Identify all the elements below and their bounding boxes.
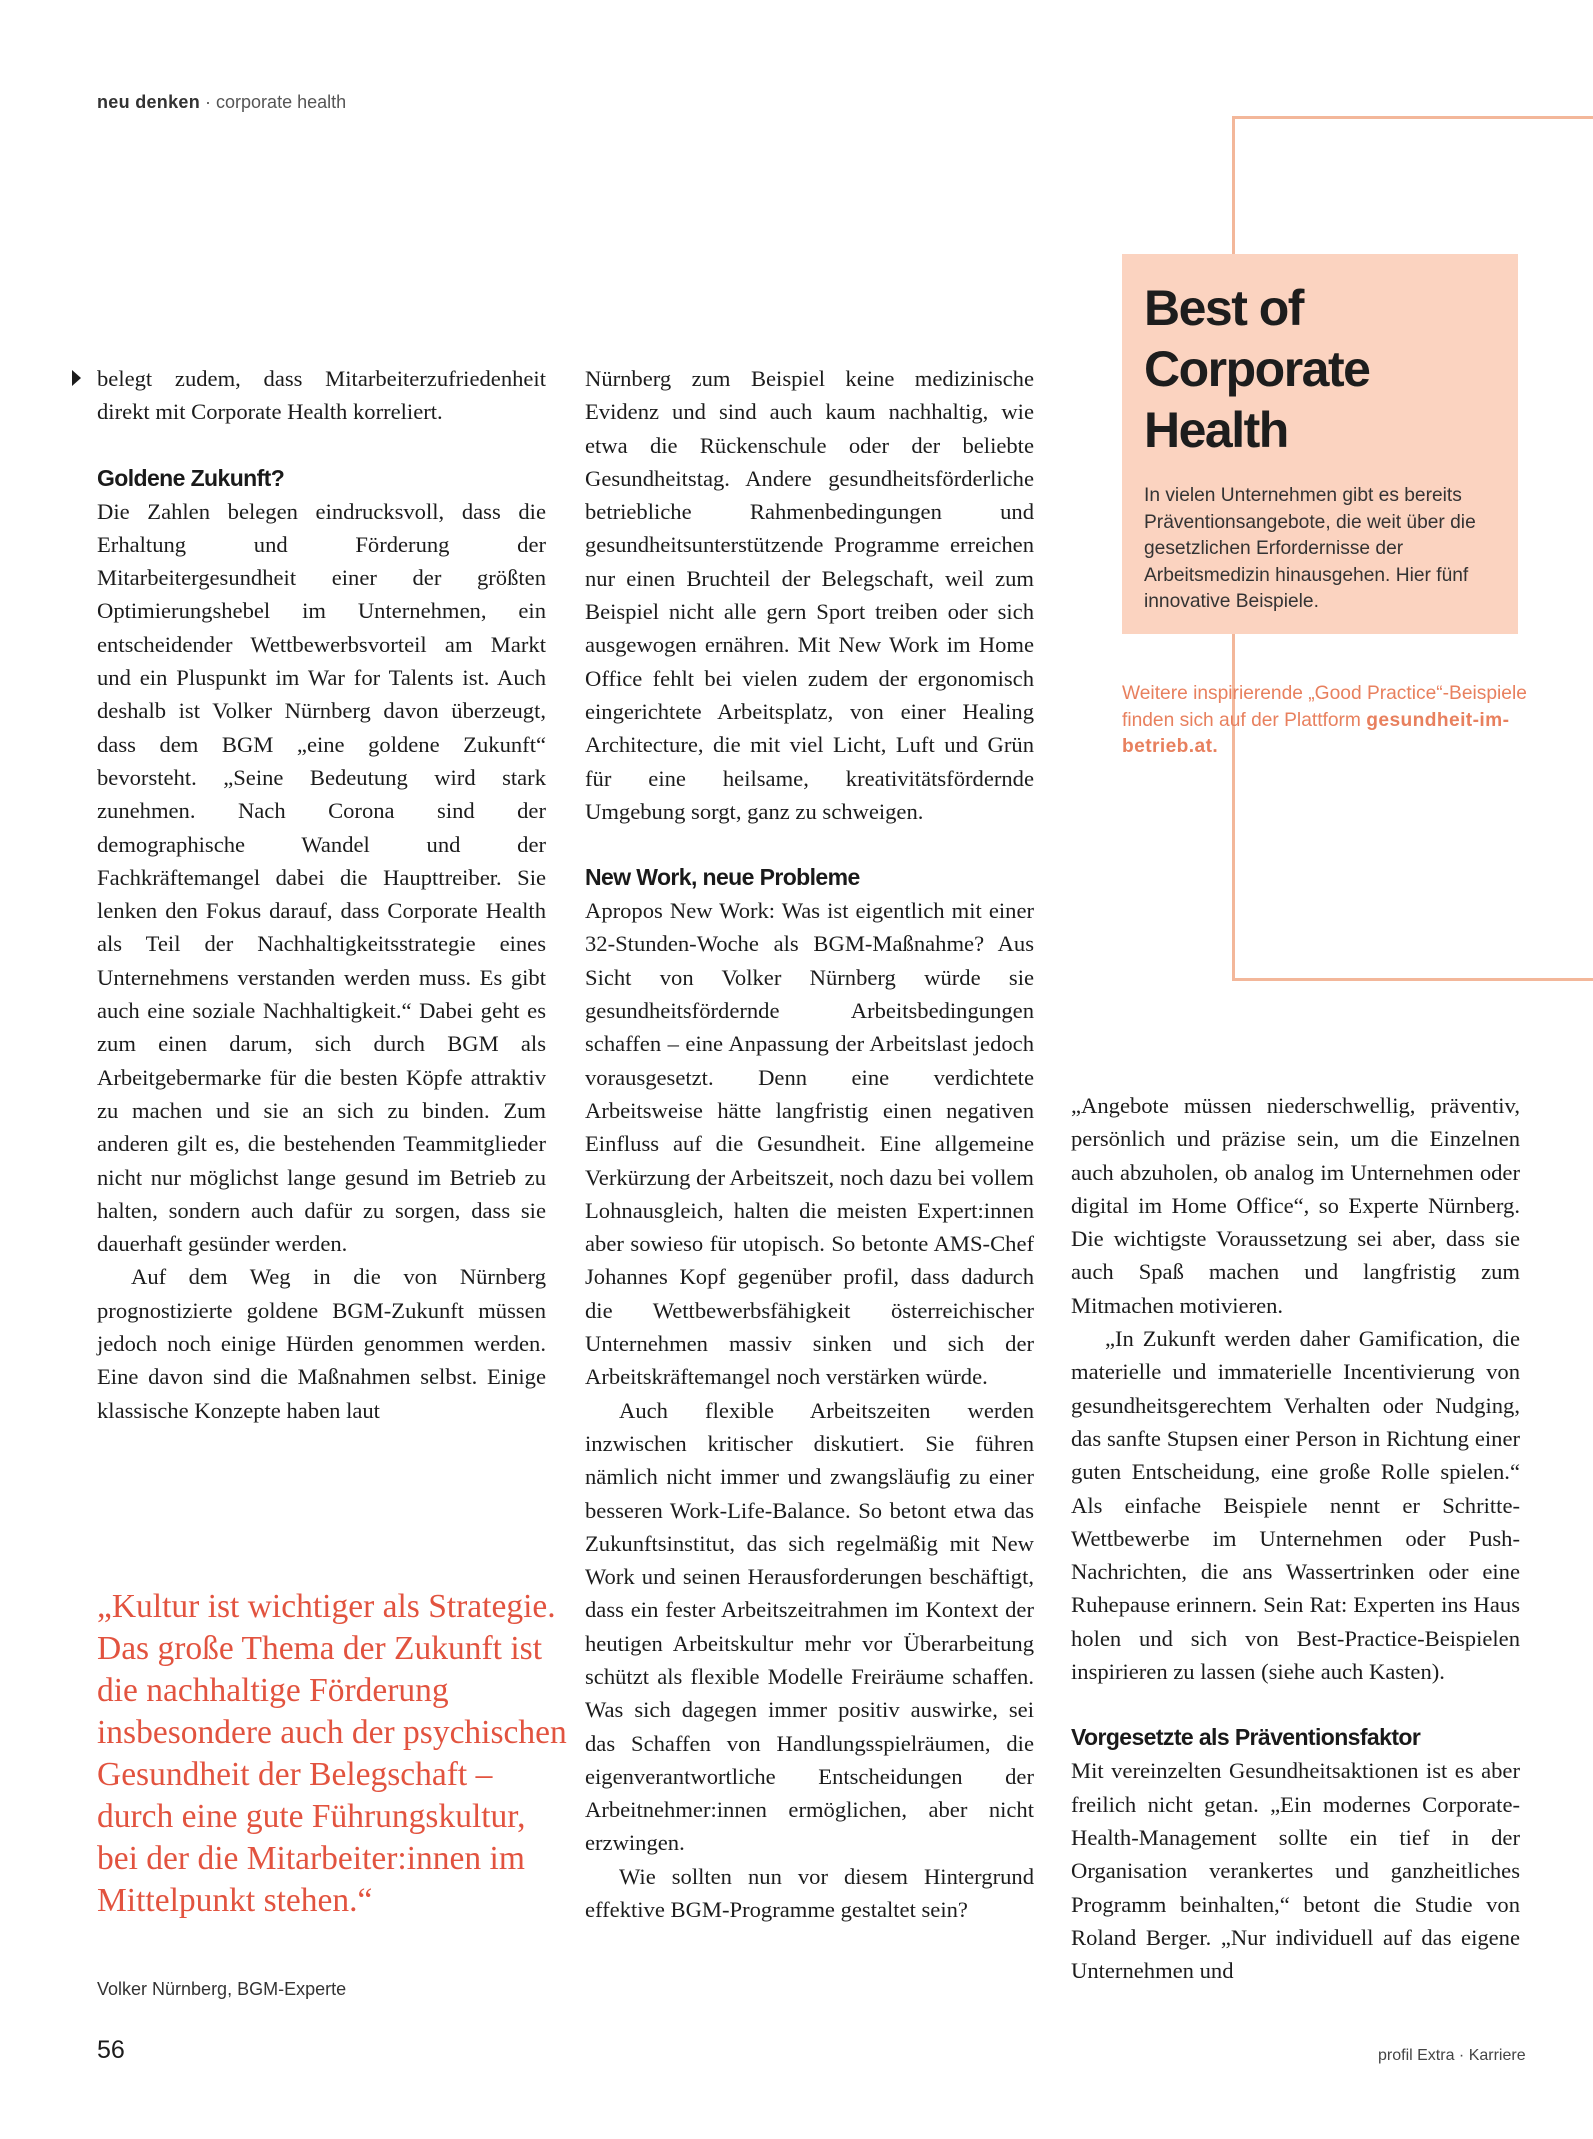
platform-link[interactable]: gesundheit-im-betrieb.at. (1122, 709, 1510, 757)
body-paragraph: Auch flexible Arbeitszeiten werden inzwischen kritischer diskutiert. Sie führen nämlich nicht immer und zwangsläufig zu einer besseren Work-Life-Balance. So betont etwa das Zukunftsinstitut, das sich regelmäßig mit New Work und seinen Herausforderungen beschäftigt, dass ein fester Arbeitszeitrahmen im Kontext der heutigen Arbeitskultur mehr vor Überarbeitung schützt als flexible Modelle Freiräume schaffen. Was sich dagegen immer positiv auswirke, sei das Schaffen von Handlungsspielräumen, die eigenverantwortliche Entscheidungen der Arbeitnehmer:innen ermöglichen, aber nicht erzwingen. (585, 1397, 1034, 1856)
article-column-2 (585, 362, 1034, 1926)
subheading-goldene-zukunft: Goldene Zukunft? (97, 464, 285, 491)
header-separator: · (200, 92, 217, 112)
info-box (1122, 254, 1518, 634)
article-column-3 (1071, 1089, 1520, 1987)
pull-quote: „Kultur ist wichtiger als Strategie. Das große Thema der Zukunft ist die nachhaltige Förderung insbesondere auch der psychischen Gesundheit der Belegschaft – durch eine gute Führungskultur, bei der die Mitarbeiter:innen im Mittelpunkt stehen.“ (97, 1588, 567, 1919)
body-paragraph: Apropos New Work: Was ist eigentlich mit einer 32-Stunden-Woche als BGM-Maßnahme? Aus Sicht von Volker Nürnberg würde sie gesundheitsfördernde Arbeitsbedingungen schaffen – eine Anpassung der Arbeitslast jedoch vorausgesetzt. Denn eine verdichtete Arbeitsweise hätte langfristig einen negativen Einfluss auf die Gesundheit. Eine allgemeine Verkürzung der Arbeitszeit, noch dazu bei vollem Lohnausgleich, halten die meisten Expert:innen aber sowieso für utopisch. So betonte AMS-Chef Johannes Kopf gegenüber profil, dass dadurch die Wettbewerbsfähigkeit österreichischer Unternehmen massiv sinken und sich der Arbeitskräftemangel noch verstärken würde. (585, 898, 1034, 1390)
box-title-line: Health (1144, 402, 1288, 458)
box-title-line: Corporate (1144, 341, 1370, 397)
intro-paragraph: belegt zudem, dass Mitarbeiterzufriedenheit direkt mit Corporate Health korreliert. (97, 366, 546, 425)
body-paragraph: Mit vereinzelten Gesundheitsaktionen ist es aber freilich nicht getan. „Ein modernes Corporate-Health-Management sollte ein tief in der Organisation verankertes und ganzheitliches Programm beinhalten,“ betont die Studie von Roland Berger. „Nur individuell auf das eigene Unternehmen und (1071, 1758, 1520, 1984)
box-title (1144, 278, 1498, 461)
subheading-new-work: New Work, neue Probleme (585, 864, 860, 891)
more-info-text: Weitere inspirierende „Good Practice“-Beispiele finden sich auf der Plattform (1122, 683, 1527, 731)
section-label: neu denken (97, 92, 201, 112)
body-paragraph: Auf dem Weg in die von Nürnberg prognostizierte goldene BGM-Zukunft müssen jedoch noch einige Hürden genommen werden. Eine davon sind die Maßnahmen selbst. Einige klassische Konzepte haben laut (97, 1264, 546, 1423)
topic-label: corporate health (216, 92, 347, 112)
body-paragraph: Die Zahlen belegen eindrucksvoll, dass die Erhaltung und Förderung der Mitarbeitergesundheit einer der größten Optimierungshebel im Unternehmen, ein entscheidender Wettbewerbsvorteil am Markt und ein Pluspunkt im War for Talents ist. Auch deshalb ist Volker Nürnberg davon überzeugt, dass dem BGM „eine goldene Zukunft“ bevorsteht. „Seine Bedeutung wird stark zunehmen. Nach Corona sind der demographische Wandel und der Fachkräftemangel dabei die Haupttreiber. Sie lenken den Fokus darauf, dass Corporate Health als Teil der Nachhaltigkeitsstrategie eines Unternehmens verstanden werden muss. Es gibt auch eine soziale Nachhaltigkeit.“ Dabei geht es zum einen darum, sich durch BGM als Arbeitgebermarke für die besten Köpfe attraktiv zu machen und sie an sich zu binden. Zum anderen gilt es, die bestehenden Teammitglieder nicht nur möglichst lange gesund im Betrieb zu halten, sondern auch dafür zu sorgen, dass sie dauerhaft gesünder werden. (97, 498, 546, 1257)
subheading-vorgesetzte: Vorgesetzte als Präventionsfaktor (1071, 1724, 1421, 1751)
box-frame-line (1232, 978, 1593, 981)
running-head (97, 92, 346, 113)
continuation-arrow-icon (72, 370, 81, 386)
body-paragraph: Wie sollten nun vor diesem Hintergrund effektive BGM-Programme gestaltet sein? (585, 1863, 1034, 1923)
article-column-1 (97, 362, 546, 1427)
body-paragraph: „Angebote müssen niederschwellig, präventiv, persönlich und präzise sein, um die Einzelnen auch abzuholen, ob analog im Unternehmen oder digital im Home Office“, so Experte Nürnberg. Die wichtigste Voraussetzung sei aber, dass sie auch Spaß machen und langfristig zum Mitmachen motivieren. (1071, 1093, 1520, 1318)
box-text: In vielen Unternehmen gibt es bereits Präventionsangebote, die weit über die gesetzlichen Erfordernisse der Arbeitsmedizin hinausgehen. Hier fünf innovative Beispiele. (1144, 485, 1476, 612)
box-title-line: Best of (1144, 280, 1303, 336)
box-frame-line (1232, 116, 1235, 254)
publication-footer: profil Extra · Karriere (1378, 2047, 1526, 2064)
page-number: 56 (97, 2036, 125, 2064)
quote-author: Volker Nürnberg, BGM-Experte (97, 1979, 347, 1999)
body-paragraph: Nürnberg zum Beispiel keine medizinische Evidenz und sind auch kaum nachhaltig, wie etwa die Rückenschule oder der beliebte Gesundheitstag. Andere gesundheitsförderliche betriebliche Rahmenbedingungen und gesundheitsunterstützende Programme erreichen nur einen Bruchteil der Belegschaft, weil zum Beispiel nicht alle gern Sport treiben oder sich ausgewogen ernähren. Mit New Work im Home Office fehlt bei vielen zudem der ergonomisch eingerichtete Arbeitsplatz, von einer Healing Architecture, die mit viel Licht, Luft und Grün für eine heilsame, kreativitätsfördernde Umgebung sorgt, ganz zu schweigen. (585, 366, 1034, 824)
body-paragraph: „In Zukunft werden daher Gamification, die materielle und immaterielle Incentivierung von gesundheitsgerechtem Verhalten oder Nudging, das sanfte Stupsen einer Person in Richtung einer guten Entscheidung, eine große Rolle spielen.“ Als einfache Beispiele nennt er Schritte-Wettbewerbe im Unternehmen oder Push-Nachrichten, die ans Wassertrinken oder eine Ruhepause erinnern. Sein Rat: Experten ins Haus holen und sich von Best-Practice-Beispielen inspirieren zu lassen (siehe auch Kasten). (1071, 1326, 1520, 1685)
box-frame-line (1232, 116, 1593, 119)
more-info-note (1122, 681, 1542, 761)
